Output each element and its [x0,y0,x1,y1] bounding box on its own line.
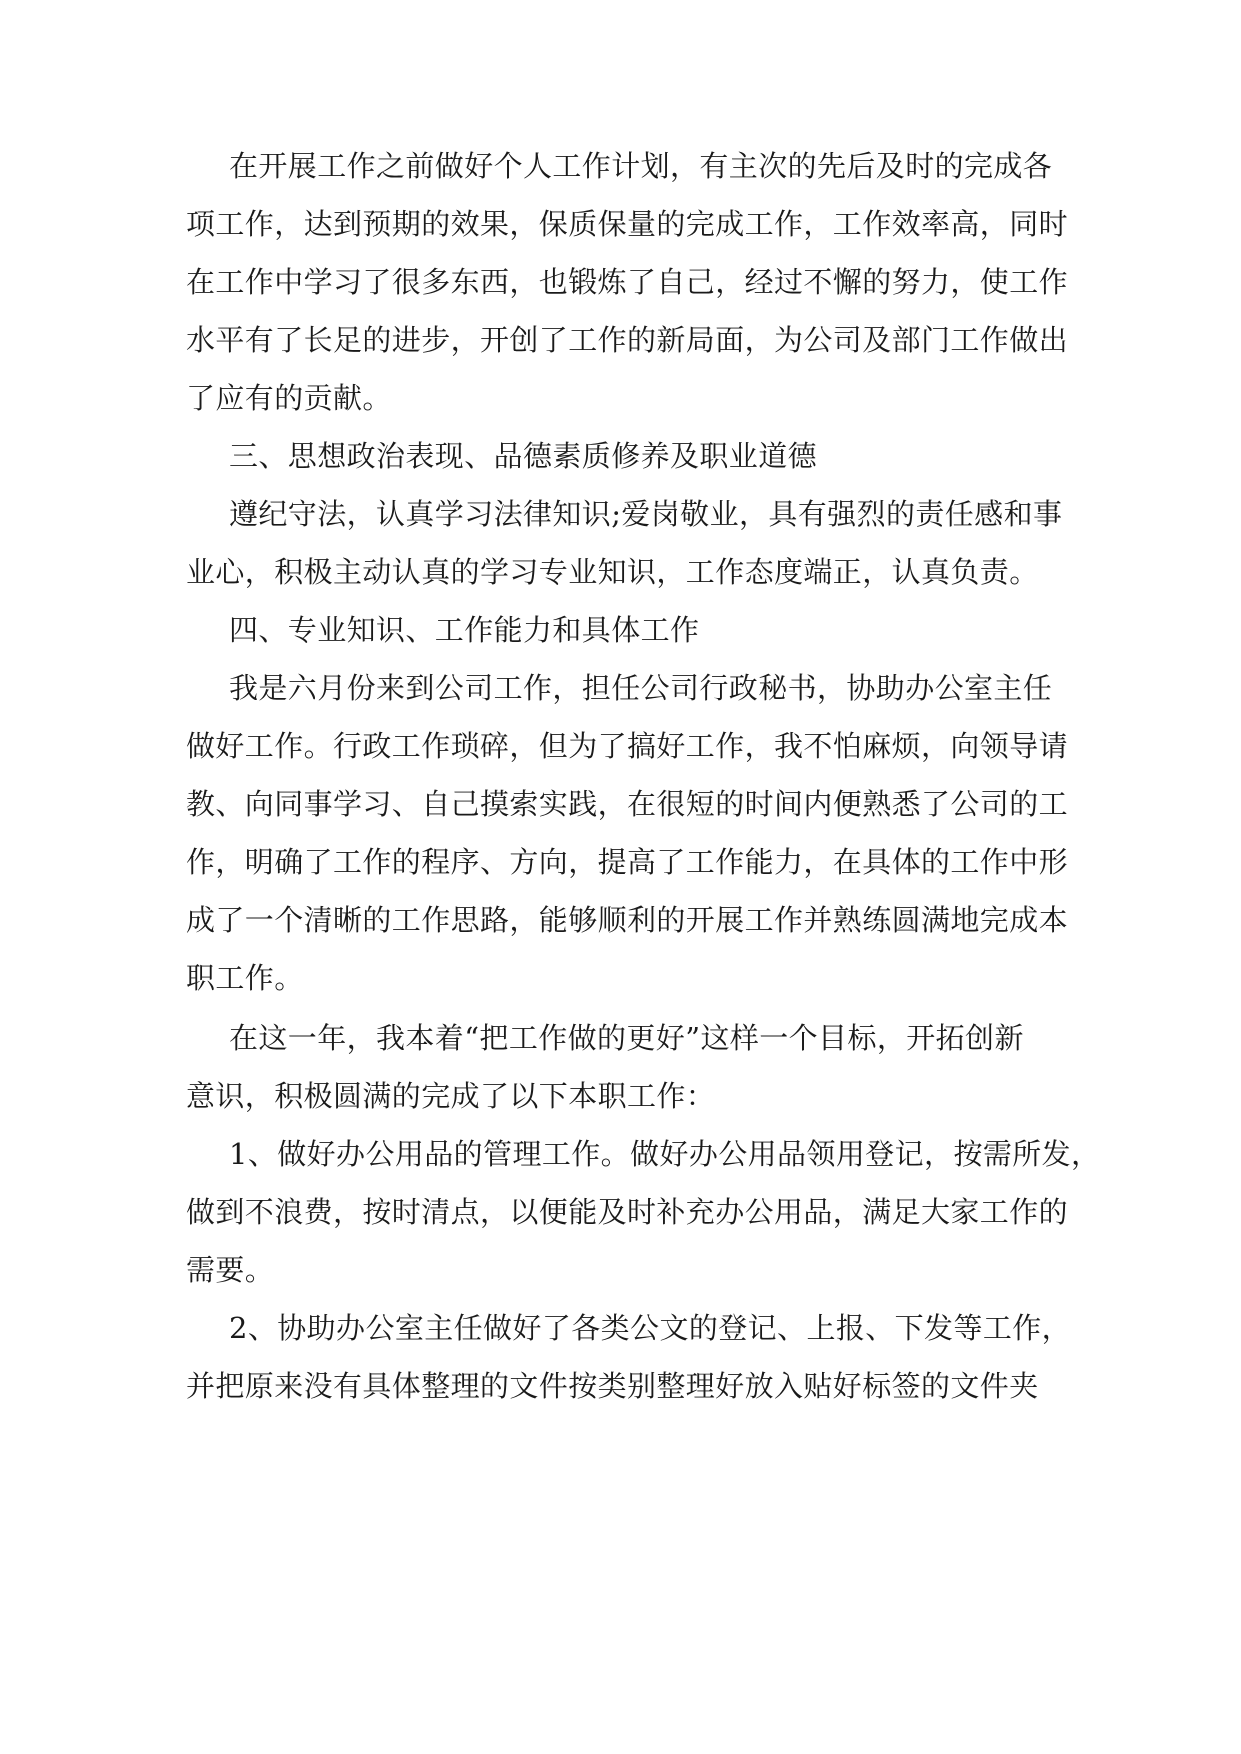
section-heading: 四、专业知识、工作能力和具体工作 [229,613,700,647]
text-line: 意识，积极圆满的完成了以下本职工作： [186,1079,716,1113]
text-line: 做到不浪费，按时清点，以便能及时补充办公用品，满足大家工作的 [186,1195,1069,1229]
text-line: 成了一个清晰的工作思路，能够顺利的开展工作并熟练圆满地完成本 [186,903,1069,937]
section-heading: 三、思想政治表现、品德素质修养及职业道德 [229,439,818,473]
text-line: 职工作。 [186,961,304,995]
text-line: 教、向同事学习、自己摸索实践，在很短的时间内便熟悉了公司的工 [186,787,1069,821]
text-line: 需要。 [186,1253,275,1287]
text-line: 项工作，达到预期的效果，保质保量的完成工作，工作效率高，同时 [186,207,1069,241]
text-line: 并把原来没有具体整理的文件按类别整理好放入贴好标签的文件夹 [186,1369,1039,1403]
list-item: 1、做好办公用品的管理工作。做好办公用品领用登记，按需所发， [229,1137,1101,1171]
text-line: 水平有了长足的进步，开创了工作的新局面，为公司及部门工作做出 [186,323,1069,357]
text-line: 在开展工作之前做好个人工作计划，有主次的先后及时的完成各 [229,149,1053,183]
text-line: 遵纪守法，认真学习法律知识;爱岗敬业，具有强烈的责任感和事 [229,497,1063,531]
text-line: 了应有的贡献。 [186,381,392,415]
text-line: 在工作中学习了很多东西，也锻炼了自己，经过不懈的努力，使工作 [186,265,1069,299]
text-line: 我是六月份来到公司工作，担任公司行政秘书，协助办公室主任 [229,671,1053,705]
text-line: 做好工作。行政工作琐碎，但为了搞好工作，我不怕麻烦，向领导请 [186,729,1069,763]
text-line: 在这一年，我本着“把工作做的更好”这样一个目标，开拓创新 [229,1021,1024,1055]
text-line: 作，明确了工作的程序、方向，提高了工作能力，在具体的工作中形 [186,845,1069,879]
list-item: 2、协助办公室主任做好了各类公文的登记、上报、下发等工作， [229,1311,1072,1345]
text-line: 业心，积极主动认真的学习专业知识，工作态度端正，认真负责。 [186,555,1039,589]
